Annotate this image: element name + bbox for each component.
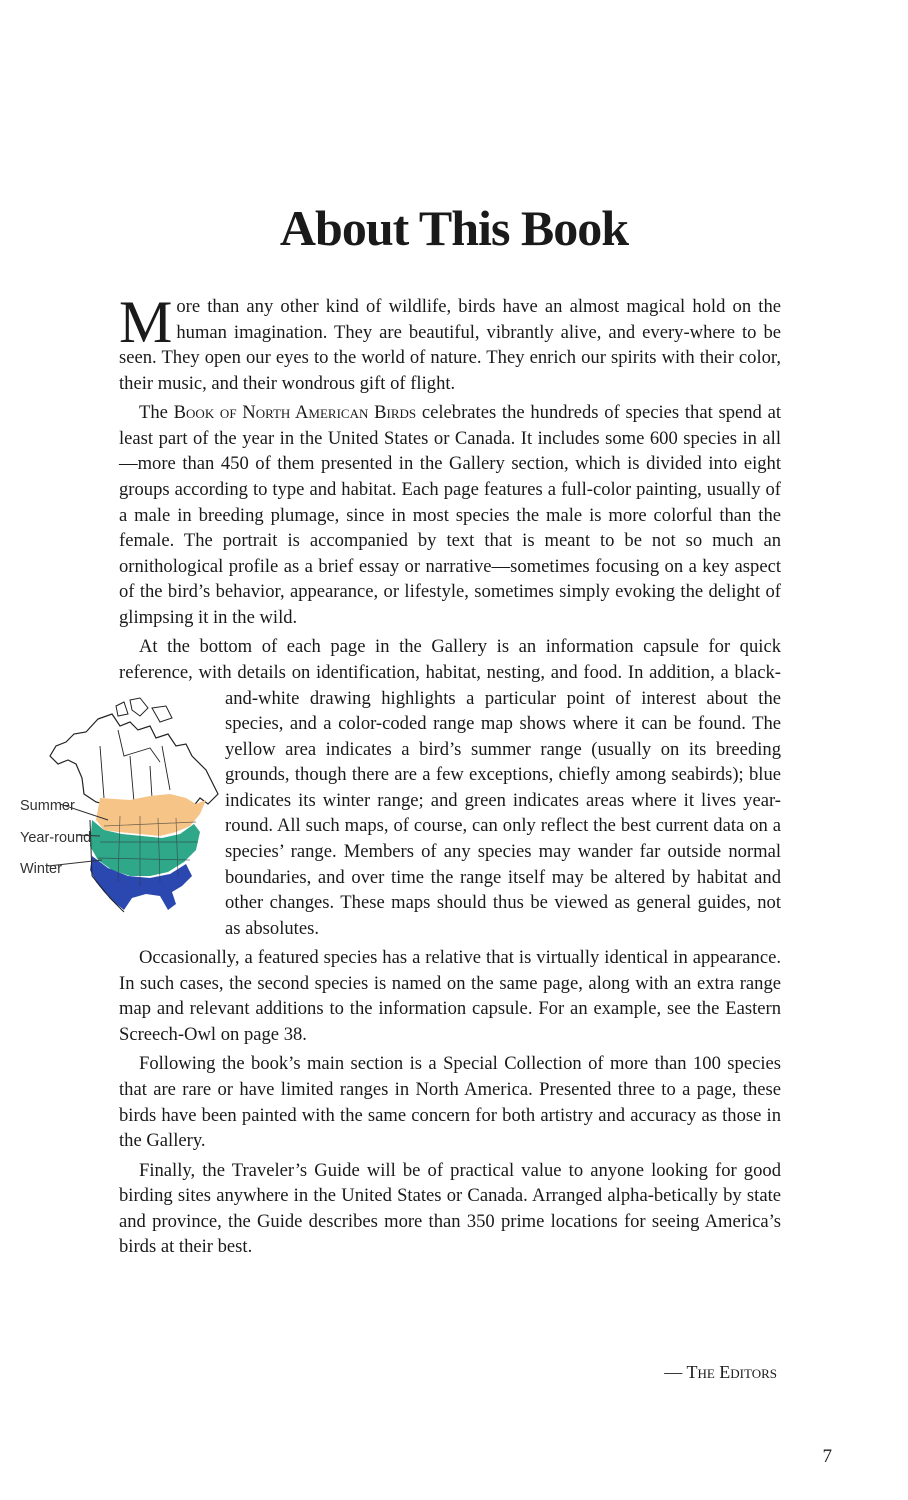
paragraph-book-overview [119,400,781,630]
paragraph-travelers-guide: Finally, the Traveler’s Guide will be of practical value to anyone looking for good birding sites anywhere in the United States or Canada. Arranged alpha-betically by state and province, the Guide describes more than 350 prime locations for seeing America’s birds at their best. [119,1159,781,1258]
page-number: 7 [822,1446,832,1467]
range-map-figure [0,686,225,918]
drop-cap: M [119,289,173,355]
paragraph-book-overview-text: celebrates the hundreds of species that spend at least part of the year in the United States or Canada. It includes some 600 species in all—more than 450 of them presented in the Gallery section, which is divided into eight groups according to type and habitat. Each page features a full-color painting, usually of a male in breeding plumage, since in most species the male is more colorful than the female. The portrait is accompanied by text that is meant to be not so much an ornithological profile as a brief essay or narrative—sometimes focusing on a key aspect of the bird’s behavior, appearance, or lifestyle, sometimes simply evoking the delight of glimpsing it in the wild. [119,402,781,628]
paragraph-relatives: Occasionally, a featured species has a relative that is virtually identical in appearance. In such cases, the second species is named on the same page, along with an extra range map and relevant additions to the information capsule. For an example, see the Eastern Screech-Owl on page 38. [119,947,781,1046]
book-title: Book of North American Birds [173,402,417,424]
legend-year-round-label: Year-round [20,829,92,846]
paragraph-book-overview-lead: The [139,402,174,424]
paragraph-range-maps [20,634,781,941]
paragraph-range-maps-lead: At the bottom of each page in the Gallery is an information capsule for quick reference, with details on identification, habitat, nesting, and food. In addition, a black-and-white drawing highlights a particular point of interest about the [119,636,781,709]
body-text [20,289,781,1264]
legend-winter-label: Winter [20,860,62,877]
paragraph-intro [119,289,781,396]
paragraph-intro-text: ore than any other kind of wildlife, birds have an almost magical hold on the human imagination. They are beautiful, vibrantly alive, and every-where to be seen. They open our eyes to the world of nature. They enrich our spirits with their color, their music, and their wondrous gift of flight. [119,296,781,394]
paragraph-special-collection: Following the book’s main section is a Special Collection of more than 100 species that are rare or have limited ranges in North America. Presented three to a page, these birds have been painted with the same concern for both artistry and accuracy as those in the Gallery. [119,1053,781,1152]
legend-summer-label: Summer [20,797,75,814]
paragraph-range-maps-text: species, and a color-coded range map shows where it can be found. The yellow area indicates a bird’s summer range (usually on its breeding grounds, though there are a few exceptions, chiefly among seabirds); blue indicates its winter range; and green indicates areas where it lives year-round. All such maps, of course, can only reflect the best current data on a species’ range. Members of any species may wander far outside normal boundaries, and over time the range itself may be altered by habitat and other changes. These maps should thus be viewed as general guides, not as absolutes. [225,713,781,939]
page-title: About This Book [279,200,629,256]
editors-signature: — The Editors [664,1362,777,1382]
